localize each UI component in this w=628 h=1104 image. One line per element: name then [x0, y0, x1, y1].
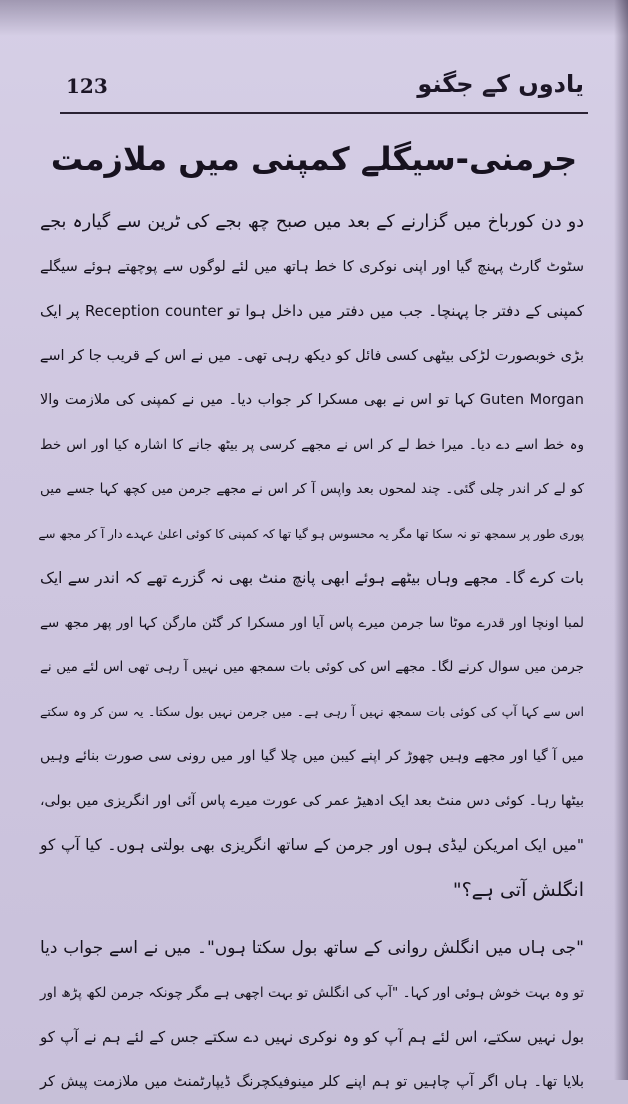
- running-title: یادوں کے جگنو: [417, 70, 584, 98]
- page-number: 123: [66, 74, 108, 98]
- text-line: بلایا تھا۔ ہاں اگر آپ چاہیں تو ہم اپنے کلر مینوفیکچرنگ ڈیپارٹمنٹ میں ملازمت پیش کر: [40, 1060, 584, 1104]
- text-line: کمپنی کے دفتر جا پہنچا۔ جب میں دفتر میں داخل ہوا تو Reception counter پر ایک: [40, 289, 584, 334]
- paragraph-gap: [40, 912, 584, 926]
- header-rule: [60, 112, 588, 114]
- text-line: کو لے کر اندر چلی گئی۔ چند لمحوں بعد واپس آ کر اس نے مجھے جرمن میں کچھ کہا جسے میں: [40, 467, 584, 512]
- text-line: اس سے کہا آپ کی کوئی بات سمجھ نہیں آ رہی ہے۔ میں جرمن نہیں بول سکتا۔ یہ سن کر وہ سکتے: [40, 690, 584, 735]
- text-line: دو دن کورباخ میں گزارنے کے بعد میں صبح چھ بجے کی ٹرین سے گیارہ بجے: [40, 200, 584, 245]
- scan-top-shadow: [0, 0, 628, 36]
- text-line: پوری طور پر سمجھ تو نہ سکا تھا مگر یہ محسوس ہو گیا تھا کہ کمپنی کا کوئی اعلیٰ عہدے دار آ کر مجھ سے: [40, 512, 584, 557]
- text-line: بول نہیں سکتے، اس لئے ہم آپ کو وہ نوکری نہیں دے سکتے جس کے لئے ہم نے آپ کو: [40, 1015, 584, 1060]
- text-line: بیٹھا رہا۔ کوئی دس منٹ بعد ایک ادھیڑ عمر کی عورت میرے پاس آئی اور انگریزی میں بولی،: [40, 779, 584, 824]
- text-line: "جی ہاں میں انگلش روانی کے ساتھ بول سکتا ہوں"۔ میں نے اسے جواب دیا: [40, 926, 584, 971]
- page-header: [60, 70, 584, 110]
- page-edge-shadow: [614, 0, 628, 1080]
- text-line: میں آ گیا اور مجھے وہیں چھوڑ کر اپنے کیبن میں چلا گیا اور میں رونی سی صورت بنائے وہیں: [40, 734, 584, 779]
- text-line: وہ خط اسے دے دیا۔ میرا خط لے کر اس نے مجھے کرسی پر بیٹھ جانے کا اشارہ کیا اور اس خط: [40, 423, 584, 468]
- text-line: جرمن میں سوال کرنے لگا۔ مجھے اس کی کوئی بات سمجھ میں نہیں آ رہی تھی اس لئے میں نے: [40, 645, 584, 690]
- text-line: بات کرے گا۔ مجھے وہاں بیٹھے ہوئے ابھی پانچ منٹ بھی نہ گزرے تھے کہ اندر سے ایک: [40, 556, 584, 601]
- body-text: [40, 200, 584, 1104]
- text-line: لمبا اونچا اور قدرے موٹا سا جرمن میرے پاس آیا اور مسکرا کر گٹن مارگن کہا اور پھر مجھ سے: [40, 601, 584, 646]
- text-line: تو وہ بہت خوش ہوئی اور کہا۔ "آپ کی انگلش تو بہت اچھی ہے مگر چونکہ جرمن لکھ پڑھ اور: [40, 971, 584, 1016]
- text-line: "میں ایک امریکن لیڈی ہوں اور جرمن کے ساتھ انگریزی بھی بولتی ہوں۔ کیا آپ کو: [40, 823, 584, 868]
- text-line: سٹوٹ گارٹ پہنچ گیا اور اپنی نوکری کا خط ہاتھ میں لئے لوگوں سے پوچھتے ہوئے سیگلے: [40, 245, 584, 290]
- chapter-title: جرمنی-سیگلے کمپنی میں ملازمت: [40, 140, 588, 178]
- text-line: Guten Morgan کہا تو اس نے بھی مسکرا کر جواب دیا۔ میں نے کمپنی کی ملازمت والا: [40, 378, 584, 423]
- text-line: بڑی خوبصورت لڑکی بیٹھی کسی فائل کو دیکھ رہی تھی۔ میں نے اس کے قریب جا کر اسے: [40, 334, 584, 379]
- text-line: انگلش آتی ہے؟": [40, 868, 584, 913]
